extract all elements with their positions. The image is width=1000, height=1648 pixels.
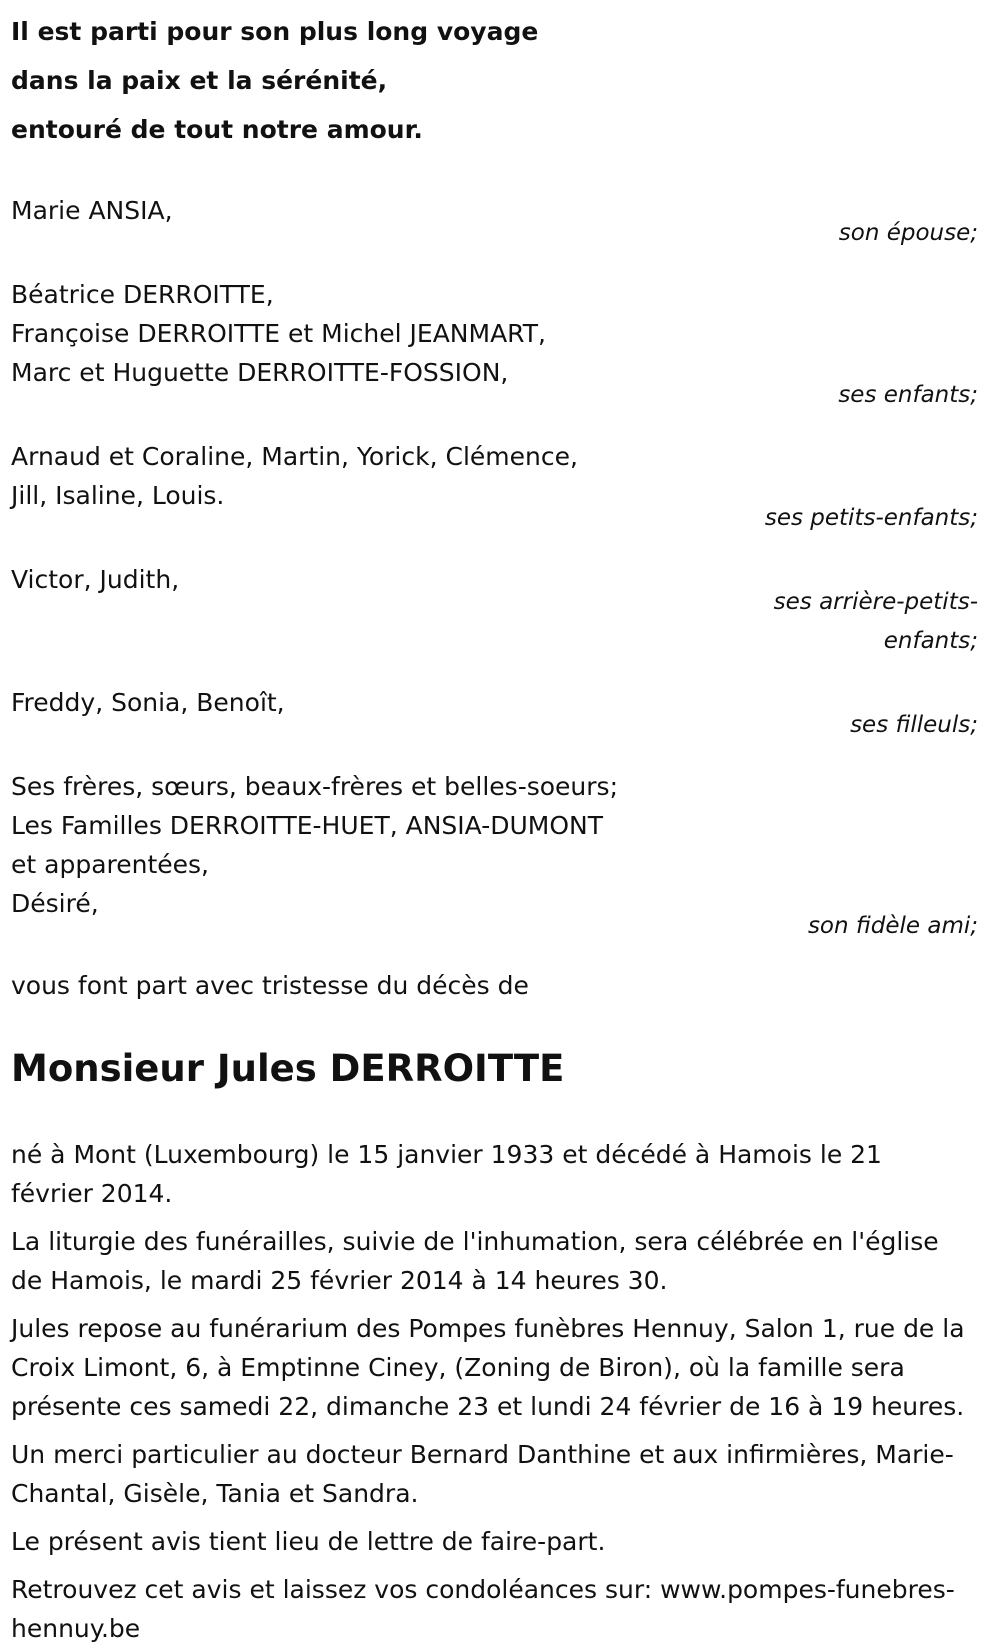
intro-line: Il est parti pour son plus long voyage bbox=[11, 17, 539, 46]
intro-verse bbox=[11, 0, 978, 154]
family-name-line: Jill, Isaline, Louis. bbox=[11, 481, 225, 510]
family-group-spouse bbox=[11, 191, 978, 253]
family-name-line: Arnaud et Coraline, Martin, Yorick, Clémence, bbox=[11, 442, 578, 471]
notice-paragraph: Le présent avis tient lieu de lettre de faire-part. bbox=[11, 1527, 606, 1556]
family-group-godchildren bbox=[11, 683, 978, 745]
family-name-line: Françoise DERROITTE et Michel JEANMART, bbox=[11, 319, 546, 348]
family-name-line: Béatrice DERROITTE, bbox=[11, 280, 274, 309]
family-relation: ses arrière-petits-enfants; bbox=[773, 589, 978, 654]
thanks-paragraph: Un merci particulier au docteur Bernard Danthine et aux infirmières, Marie-Chantal, Gisèle, Tania et Sandra. bbox=[11, 1440, 954, 1508]
family-name-line: et apparentées, bbox=[11, 850, 209, 879]
family-group-children bbox=[11, 275, 978, 415]
family-name-line: Marie ANSIA, bbox=[11, 196, 173, 225]
notice-details bbox=[11, 1135, 978, 1648]
family-relation: son fidèle ami; bbox=[807, 913, 978, 939]
family-relation: ses petits-enfants; bbox=[764, 505, 978, 531]
family-group-great-grandchildren bbox=[11, 560, 978, 661]
funeral-paragraph: La liturgie des funérailles, suivie de l'inhumation, sera célébrée en l'église de Hamois, le mardi 25 février 2014 à 14 heures 30. bbox=[11, 1227, 939, 1295]
condolences-paragraph: Retrouvez cet avis et laissez vos condoléances sur: www.pompes-funebres-hennuy.be bbox=[11, 1575, 955, 1643]
family-name-line: Désiré, bbox=[11, 889, 99, 918]
family-names bbox=[11, 560, 711, 599]
birth-death-paragraph: né à Mont (Luxembourg) le 15 janvier 1933 et décédé à Hamois le 21 février 2014. bbox=[11, 1140, 882, 1208]
family-relation: son épouse; bbox=[838, 220, 978, 246]
family-names bbox=[11, 767, 711, 923]
intro-line: entouré de tout notre amour. bbox=[11, 115, 423, 144]
family-group-grandchildren bbox=[11, 437, 978, 538]
family-name-line: Victor, Judith, bbox=[11, 565, 180, 594]
family-group-relatives bbox=[11, 767, 978, 946]
family-names bbox=[11, 275, 711, 392]
family-name-line: Marc et Huguette DERROITTE-FOSSION, bbox=[11, 358, 509, 387]
family-relation: ses enfants; bbox=[838, 382, 978, 408]
family-name-line: Les Familles DERROITTE-HUET, ANSIA-DUMONT bbox=[11, 811, 603, 840]
family-list bbox=[11, 191, 978, 946]
funeral-home-paragraph: Jules repose au funérarium des Pompes funèbres Hennuy, Salon 1, rue de la Croix Limont, 6, à Emptinne Ciney, (Zoning de Biron), où la famille sera présente ces samedi 22, dimanche 23 et lundi 24 février de 16 à 19 heures. bbox=[11, 1314, 965, 1421]
family-name-line: Ses frères, sœurs, beaux-frères et belles-soeurs; bbox=[11, 772, 618, 801]
intro-line: dans la paix et la sérénité, bbox=[11, 66, 388, 95]
deceased-name: Monsieur Jules DERROITTE bbox=[11, 1047, 565, 1090]
family-name-line: Freddy, Sonia, Benoît, bbox=[11, 688, 285, 717]
family-relation: ses filleuls; bbox=[850, 712, 978, 738]
announcement-text: vous font part avec tristesse du décès de bbox=[11, 971, 529, 1000]
